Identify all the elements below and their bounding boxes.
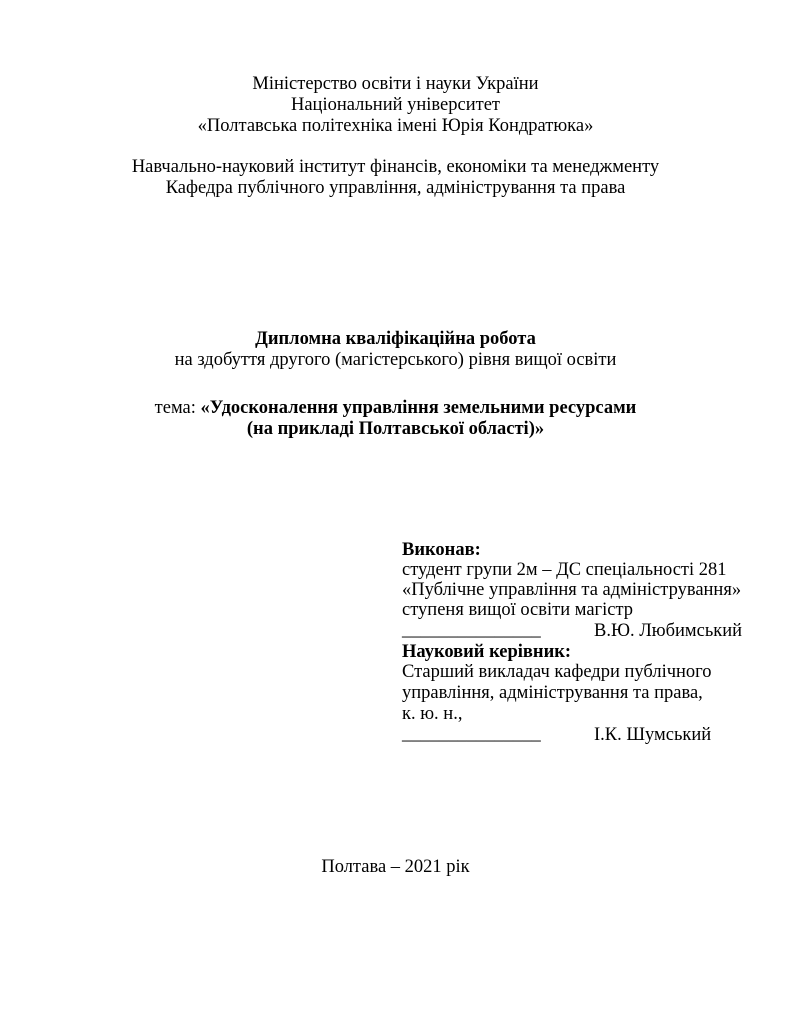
degree-line: на здобуття другого (магістерського) рівня вищої освіти [174,350,617,370]
supervisor-signature-line: _______________ [402,724,541,744]
department-line: Кафедра публічного управління, адміністрування та права [165,178,626,198]
author-name: В.Ю. Любимський [594,621,743,641]
author-signature-line: _______________ [402,620,541,640]
ministry-line: Міністерство освіти і науки України [252,74,539,94]
author-specialty-line: «Публічне управління та адміністрування» [402,580,742,600]
supervisor-position-line: Старший викладач кафедри публічного [402,662,712,682]
author-group-line: студент групи 2м – ДС спеціальності 281 [402,560,727,580]
supervisor-heading: Науковий керівник: [402,642,572,662]
topic-prefix: тема: [154,398,201,418]
topic-line-2: (на прикладі Полтавської області)» [246,419,545,439]
university-name-line: «Полтавська політехніка імені Юрія Кондратюка» [197,116,594,136]
author-degree-line: ступеня вищої освіти магістр [402,600,634,620]
supervisor-name: І.К. Шумський [594,725,712,745]
city-year: Полтава – 2021 рік [321,857,470,877]
institute-line: Навчально-науковий інститут фінансів, економіки та менеджменту [131,157,660,177]
topic-line-1 [28,398,763,419]
author-heading: Виконав: [402,540,481,560]
work-type-title: Дипломна кваліфікаційна робота [255,329,536,349]
supervisor-department-line: управління, адміністрування та права, [402,683,703,703]
topic-title-part1: «Удосконалення управління земельними ресурсами [200,398,637,418]
university-line: Національний університет [290,95,500,115]
supervisor-degree-line: к. ю. н., [402,704,463,724]
